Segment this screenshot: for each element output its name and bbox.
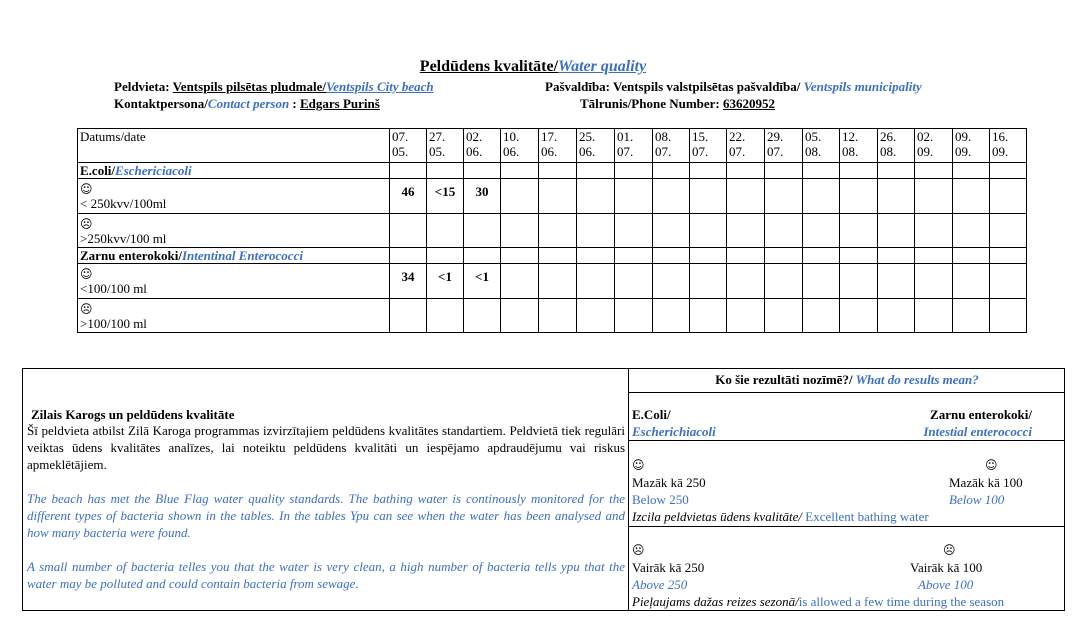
value-cell (464, 179, 501, 214)
date-day: 27. (429, 129, 446, 144)
entero-bad-label-cell (78, 299, 390, 333)
results-ecoli-lv: E.Coli/ (632, 407, 671, 422)
contact-line (114, 96, 380, 112)
date-month: 09. (992, 144, 1009, 159)
value-text: 34 (401, 269, 415, 284)
blue-flag-en-text-2: A small number of bacteria telles you that the water is very clean, a high number of bacteria tells ypu that the water may be polluted and could contain bacteria from sewage. (27, 559, 625, 591)
value-cell (539, 214, 577, 248)
date-month: 06. (466, 144, 483, 159)
results-heading-lv: Ko šie rezultāti nozīmē?/ (715, 372, 853, 387)
phone-line (580, 96, 775, 112)
date-month: 08. (805, 144, 822, 159)
value-cell (878, 299, 915, 333)
good-note-en: Excellent bathing water (802, 509, 929, 524)
smiley-face-icon: ☺ (80, 182, 93, 196)
date-day: 12. (842, 129, 859, 144)
date-cell (990, 129, 1027, 163)
blue-flag-lv-text: Šī peldvieta atbilst Zilā Karoga programmas izvirzītajiem peldūdens kvalitātes standartiem. Peldvietā tiek regulāri veiktas ūdens kvalitātes analīzes, lai noteiktu peldūdens kvalitāti un iespējamo apdraudējumu vai riskus apmeklētājiem. (27, 423, 625, 472)
site-name-en: Ventspils City beach (326, 79, 434, 94)
good-face-icon: ☺ (632, 458, 645, 472)
value-cell (690, 214, 727, 248)
value-cell (840, 214, 878, 248)
value-cell (539, 299, 577, 333)
empty-cell (539, 248, 577, 264)
empty-cell (501, 248, 539, 264)
bad-note-en: is allowed a few time during the season (798, 594, 1005, 609)
results-divider-1 (629, 392, 1065, 393)
value-cell (990, 214, 1027, 248)
date-month: 09. (955, 144, 972, 159)
value-cell (765, 299, 803, 333)
good-entero-en: Below 100 (949, 492, 1005, 507)
date-header-text: Datums/date (80, 129, 146, 144)
title-en: Water quality (558, 58, 647, 75)
date-cell (803, 129, 840, 163)
value-cell (615, 214, 653, 248)
good-face-icon-right: ☺ (985, 458, 998, 472)
date-day: 15. (692, 129, 709, 144)
date-day: 25. (579, 129, 596, 144)
value-cell (615, 264, 653, 299)
results-heading-en: What do results mean? (852, 372, 979, 387)
value-cell (577, 299, 615, 333)
title-lv: Peldūdens kvalitāte/ (419, 58, 559, 75)
value-cell (765, 214, 803, 248)
value-cell (615, 179, 653, 214)
value-cell (840, 299, 878, 333)
value-cell (390, 299, 427, 333)
value-cell (390, 264, 427, 299)
value-cell (539, 264, 577, 299)
results-divider-2 (629, 440, 1065, 441)
date-cell (840, 129, 878, 163)
value-cell (577, 214, 615, 248)
value-cell (953, 299, 990, 333)
empty-cell (539, 163, 577, 179)
value-cell (990, 299, 1027, 333)
results-heading (629, 371, 1065, 388)
frown-face-icon: ☹ (80, 217, 93, 231)
date-header-row (78, 129, 1027, 163)
date-month: 05. (392, 144, 409, 159)
value-text: 30 (475, 184, 489, 199)
empty-cell (464, 163, 501, 179)
value-cell (427, 179, 464, 214)
ecoli-good-row (78, 179, 1027, 214)
entero-label-en: Intentinal Enterococci (181, 248, 303, 263)
value-cell (501, 299, 539, 333)
phone-label: Tālrunis/Phone Number: (580, 96, 724, 111)
value-cell (539, 179, 577, 214)
date-day: 05. (805, 129, 822, 144)
empty-cell (501, 163, 539, 179)
date-cell (727, 129, 765, 163)
ecoli-bad-row (78, 214, 1027, 248)
date-month: 05. (429, 144, 446, 159)
bad-note-lv: Pieļaujams dažas reizes sezonā/ (632, 594, 799, 609)
date-cell (539, 129, 577, 163)
entero-label-row (78, 248, 1027, 264)
contact-name: Edgars Purinš (300, 96, 380, 111)
ecoli-bad-threshold: >250kvv/100 ml (80, 231, 167, 246)
contact-label-en: Contact person (207, 96, 290, 111)
contact-sep: : (289, 96, 301, 111)
value-cell (803, 264, 840, 299)
empty-cell (990, 163, 1027, 179)
ecoli-label (78, 163, 390, 179)
info-box (22, 368, 1065, 611)
empty-cell (390, 163, 427, 179)
value-cell (464, 264, 501, 299)
value-cell (390, 179, 427, 214)
entero-label (78, 248, 390, 264)
date-month: 08. (842, 144, 859, 159)
date-day: 16. (992, 129, 1009, 144)
date-cell (464, 129, 501, 163)
results-entero-lv: Zarnu enterokoki/ (930, 407, 1032, 422)
value-cell (427, 264, 464, 299)
value-cell (577, 264, 615, 299)
date-month: 07. (617, 144, 634, 159)
value-cell (501, 179, 539, 214)
value-cell (727, 214, 765, 248)
value-cell (953, 214, 990, 248)
value-cell (727, 299, 765, 333)
value-text: <1 (475, 269, 489, 284)
date-month: 07. (729, 144, 746, 159)
bad-note (632, 593, 1004, 610)
date-header-label (78, 129, 390, 163)
date-day: 29. (767, 129, 784, 144)
value-cell (765, 179, 803, 214)
empty-cell (577, 248, 615, 264)
value-cell (577, 179, 615, 214)
blue-flag-heading: Zilais Karogs un peldūdens kvalitāte (31, 407, 235, 422)
ecoli-good-label-cell (78, 179, 390, 214)
date-cell (878, 129, 915, 163)
value-cell (840, 264, 878, 299)
empty-cell (878, 163, 915, 179)
empty-cell (990, 248, 1027, 264)
empty-cell (765, 248, 803, 264)
date-cell (690, 129, 727, 163)
results-divider-3 (629, 526, 1065, 527)
empty-cell (615, 163, 653, 179)
bad-entero-lv: Vairāk kā 100 (910, 560, 983, 575)
value-cell (990, 179, 1027, 214)
blue-flag-en-text-1: The beach has met the Blue Flag water quality standards. The bathing water is continously monitored for the different types of bacteria shown in the tables. In the tables Ypu can see when the water has been analysed and how many bacteria were found. (27, 491, 625, 540)
date-month: 06. (503, 144, 520, 159)
value-cell (953, 264, 990, 299)
empty-cell (727, 248, 765, 264)
date-day: 17. (541, 129, 558, 144)
value-cell (653, 214, 690, 248)
date-month: 06. (541, 144, 558, 159)
date-month: 08. (880, 144, 897, 159)
empty-cell (840, 248, 878, 264)
ecoli-good-threshold: < 250kvv/100ml (80, 196, 167, 211)
date-month: 07. (655, 144, 672, 159)
value-cell (615, 299, 653, 333)
value-text: <15 (434, 184, 456, 199)
good-note (632, 508, 929, 525)
entero-bad-row (78, 299, 1027, 333)
value-cell (878, 179, 915, 214)
empty-cell (915, 248, 953, 264)
empty-cell (464, 248, 501, 264)
date-cell (953, 129, 990, 163)
empty-cell (953, 163, 990, 179)
site-label: Peldvieta: (114, 79, 173, 94)
value-cell (390, 214, 427, 248)
empty-cell (690, 163, 727, 179)
value-cell (653, 264, 690, 299)
date-cell (653, 129, 690, 163)
ecoli-label-lv: E.coli/ (80, 163, 116, 178)
empty-cell (615, 248, 653, 264)
value-cell (878, 214, 915, 248)
box-divider (628, 369, 629, 611)
value-cell (690, 264, 727, 299)
value-cell (653, 179, 690, 214)
ecoli-label-row (78, 163, 1027, 179)
date-cell (615, 129, 653, 163)
page-title (0, 58, 1066, 76)
value-cell (840, 179, 878, 214)
value-cell (915, 179, 953, 214)
date-day: 08. (655, 129, 672, 144)
frown-face-icon: ☹ (80, 302, 93, 316)
empty-cell (765, 163, 803, 179)
bad-ecoli-en: Above 250 (632, 577, 688, 592)
municipality-en: Ventspils municipality (800, 79, 922, 94)
date-month: 06. (579, 144, 596, 159)
empty-cell (803, 248, 840, 264)
date-day: 26. (880, 129, 897, 144)
value-cell (990, 264, 1027, 299)
date-cell (765, 129, 803, 163)
date-day: 22. (729, 129, 746, 144)
municipality-line (545, 79, 922, 95)
phone-number: 63620952 (723, 96, 776, 111)
value-cell (727, 179, 765, 214)
date-day: 07. (392, 129, 409, 144)
good-ecoli-en: Below 250 (632, 492, 689, 507)
good-entero-lv: Mazāk kā 100 (949, 475, 1023, 490)
date-day: 10. (503, 129, 520, 144)
value-cell (765, 264, 803, 299)
good-note-lv: Izcila peldvietas ūdens kvalitāte/ (632, 509, 803, 524)
value-cell (727, 264, 765, 299)
date-day: 09. (955, 129, 972, 144)
entero-good-row (78, 264, 1027, 299)
entero-label-lv: Zarnu enterokoki/ (80, 248, 182, 263)
value-cell (915, 214, 953, 248)
value-cell (501, 214, 539, 248)
date-cell (390, 129, 427, 163)
value-cell (915, 299, 953, 333)
value-cell (803, 214, 840, 248)
ecoli-bad-label-cell (78, 214, 390, 248)
date-day: 01. (617, 129, 634, 144)
value-cell (690, 299, 727, 333)
bad-face-icon-right: ☹ (943, 543, 956, 557)
value-cell (464, 214, 501, 248)
bad-face-icon: ☹ (632, 543, 645, 557)
contact-label: Kontaktpersona/ (114, 96, 208, 111)
water-quality-table (77, 128, 1027, 333)
empty-cell (653, 163, 690, 179)
value-cell (427, 214, 464, 248)
value-cell (803, 299, 840, 333)
municipality-label: Pašvaldība: Ventspils valstpilsētas pašvaldība/ (545, 79, 801, 94)
site-line (114, 79, 434, 95)
date-day: 02. (466, 129, 483, 144)
entero-bad-threshold: >100/100 ml (80, 316, 147, 331)
value-cell (953, 179, 990, 214)
value-cell (427, 299, 464, 333)
empty-cell (690, 248, 727, 264)
date-cell (915, 129, 953, 163)
empty-cell (840, 163, 878, 179)
smiley-face-icon: ☺ (80, 267, 93, 281)
empty-cell (427, 248, 464, 264)
value-cell (878, 264, 915, 299)
date-month: 09. (917, 144, 934, 159)
results-ecoli-en: Escherichiacoli (632, 424, 716, 439)
empty-cell (727, 163, 765, 179)
date-cell (501, 129, 539, 163)
value-cell (501, 264, 539, 299)
date-cell (577, 129, 615, 163)
bad-entero-en: Above 100 (918, 577, 974, 592)
empty-cell (953, 248, 990, 264)
value-text: 46 (401, 184, 415, 199)
date-month: 07. (767, 144, 784, 159)
empty-cell (915, 163, 953, 179)
empty-cell (878, 248, 915, 264)
empty-cell (577, 163, 615, 179)
empty-cell (390, 248, 427, 264)
empty-cell (427, 163, 464, 179)
value-cell (915, 264, 953, 299)
value-cell (653, 299, 690, 333)
date-month: 07. (692, 144, 709, 159)
entero-good-threshold: <100/100 ml (80, 281, 147, 296)
entero-good-label-cell (78, 264, 390, 299)
bad-ecoli-lv: Vairāk kā 250 (632, 560, 705, 575)
date-day: 02. (917, 129, 934, 144)
site-name-lv: Ventspils pilsētas pludmale/ (172, 79, 327, 94)
value-text: <1 (438, 269, 452, 284)
value-cell (464, 299, 501, 333)
empty-cell (653, 248, 690, 264)
ecoli-label-en: Eschericiacoli (115, 163, 192, 178)
date-cell (427, 129, 464, 163)
empty-cell (803, 163, 840, 179)
value-cell (803, 179, 840, 214)
value-cell (690, 179, 727, 214)
good-ecoli-lv: Mazāk kā 250 (632, 475, 706, 490)
results-entero-en: Intestial enterococci (923, 424, 1032, 439)
